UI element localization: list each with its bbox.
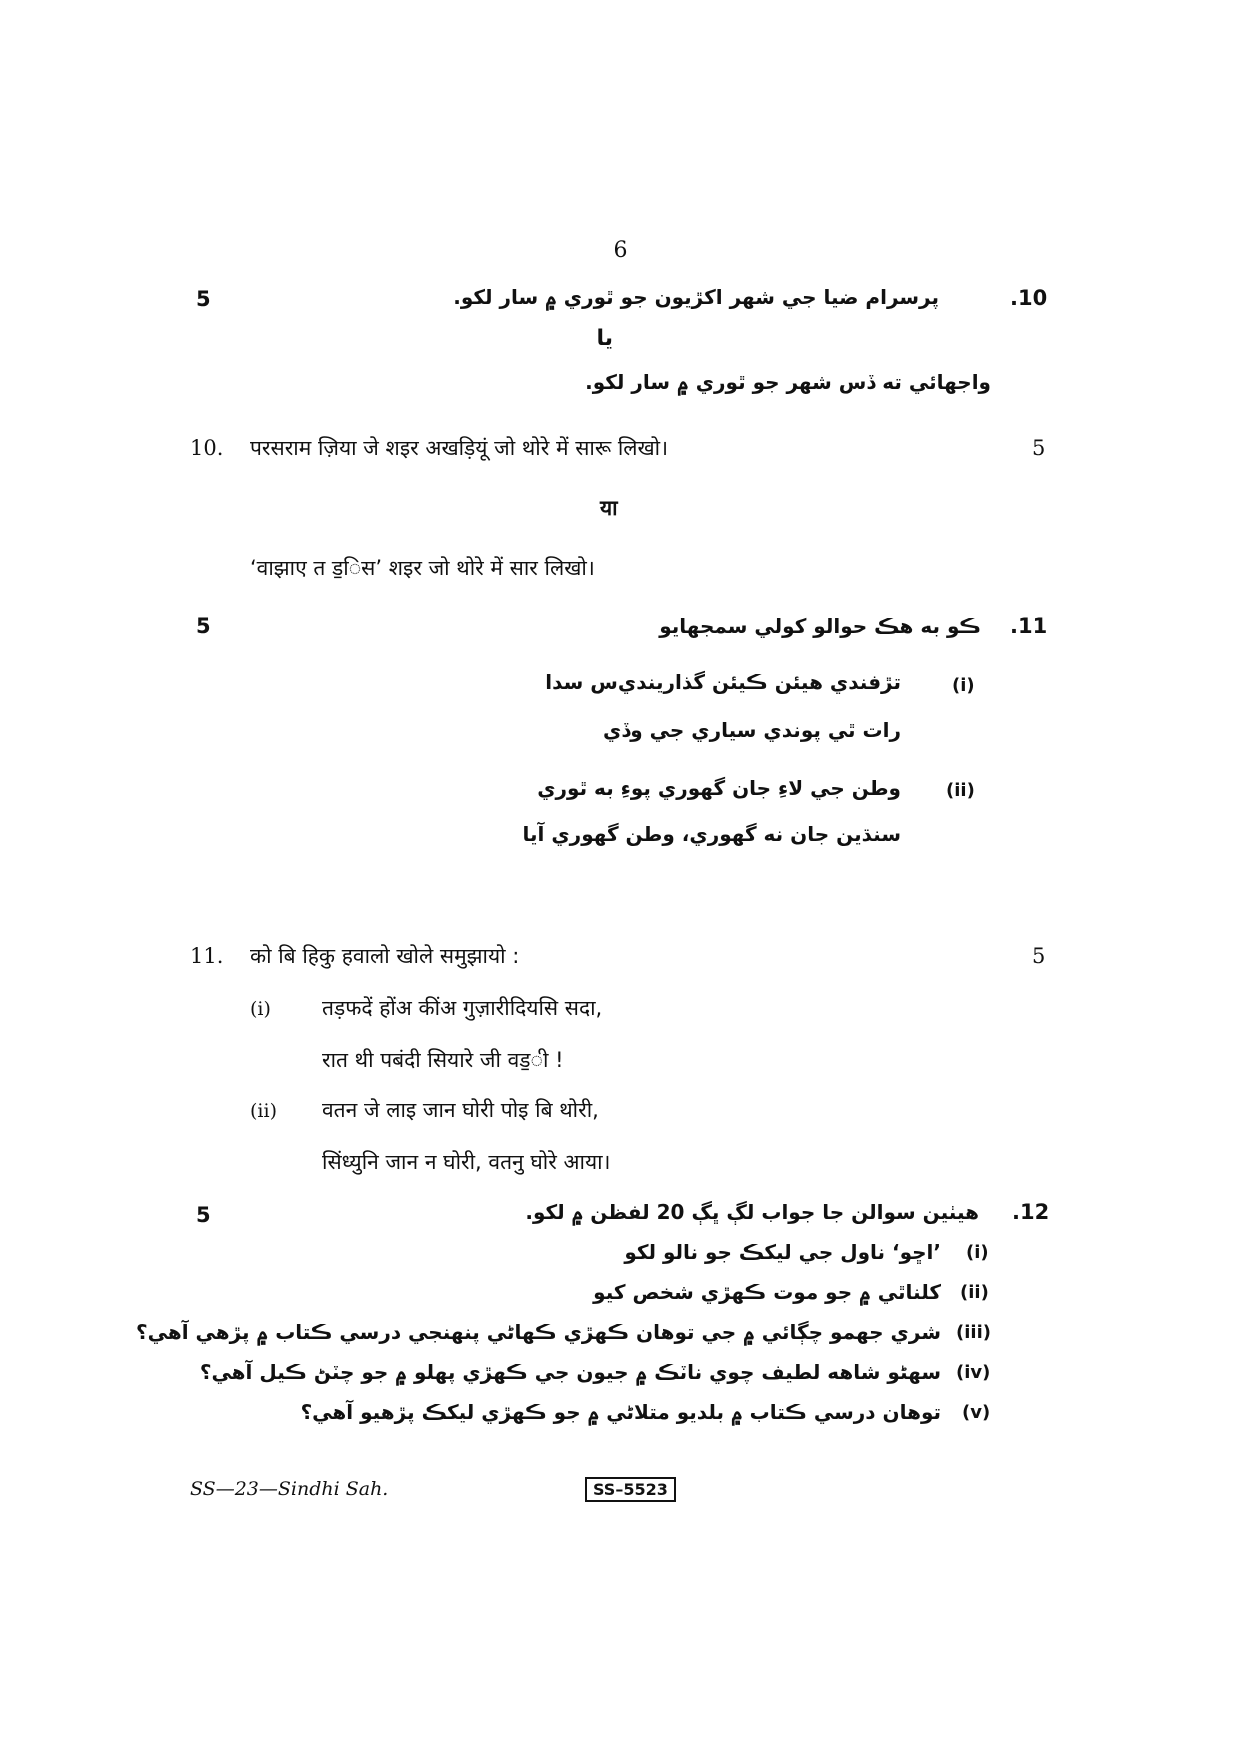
q11-sindhi-text: ڪو به هڪ حوالو کولي سمجهايو xyxy=(659,614,981,638)
q11-sindhi-item-num: (i) xyxy=(952,675,975,696)
q11-hindi-number: 11. xyxy=(190,944,224,968)
q10-hindi-marks: 5 xyxy=(1032,436,1046,460)
q10-sindhi-text: پرسرام ضيا جي شهر اکڙيون جو ٿوري ۾ سار لکو. xyxy=(453,285,939,309)
q10-sindhi-number: .10 xyxy=(1010,286,1048,310)
q10-sindhi-alt: واجهائي ته ڏس شهر جو ٿوري ۾ سار لکو. xyxy=(585,370,991,394)
q11-sindhi-number: .11 xyxy=(1010,614,1048,638)
q11-sindhi-item-line: وطن جي لاءِ جان گهوري پوءِ به ٿوري xyxy=(537,776,901,800)
q12-sindhi-number: .12 xyxy=(1012,1200,1050,1224)
q11-hindi-item-line: वतन जे लाइ जान घोरी पोइ बि थोरी, xyxy=(322,1098,599,1122)
q11-hindi-item-num: (ii) xyxy=(250,1100,277,1122)
q11-sindhi-marks: 5 xyxy=(196,614,211,638)
q11-hindi-item-num: (i) xyxy=(250,998,271,1020)
q11-sindhi-item-num: (ii) xyxy=(946,780,975,801)
q11-hindi-item-line: सिंध्युनि जान न घोरी, वतनु घोरे आया। xyxy=(322,1150,611,1174)
q12-sindhi-marks: 5 xyxy=(196,1203,211,1227)
q12-sindhi-item-num: (ii) xyxy=(960,1282,989,1303)
q11-sindhi-item-line: تڙفندي هيئن ڪيئن گذاريندي‌س سدا xyxy=(545,670,901,694)
page-number: 6 xyxy=(613,238,628,263)
q12-sindhi-item-text: ’اڇو‘ ناول جي ليکڪ جو نالو لکو xyxy=(624,1240,941,1264)
q12-sindhi-item-text: توهان درسي ڪتاب ۾ بلديو متلاڻي ۾ جو ڪهڙي ليکڪ پڙهيو آهي؟ xyxy=(300,1400,941,1424)
q10-sindhi-or: يا xyxy=(596,326,613,351)
q11-hindi-marks: 5 xyxy=(1032,944,1046,968)
footer-series-code: SS–5523 xyxy=(585,1477,676,1502)
q11-hindi-item-line: तड़फदें होंअ कींअ गुज़ारीदियसि सदा, xyxy=(322,996,603,1020)
q10-hindi-alt: ‘वाझाए त ड॒िस’ शइर जो थोरे में सार लिखो। xyxy=(250,556,595,580)
q12-sindhi-item-num: (i) xyxy=(966,1242,989,1263)
q10-hindi-number: 10. xyxy=(190,436,224,460)
q12-sindhi-text: هيٺين سوالن جا جواب لڳ ڀڳ 20 لفظن ۾ لکو. xyxy=(525,1200,979,1224)
q12-sindhi-item-text: کلناٿي ۾ جو موت ڪهڙي شخص کيو xyxy=(593,1280,941,1304)
q10-hindi-or: या xyxy=(600,496,618,520)
q11-hindi-text: को बि हिकु हवालो खोले समुझायो : xyxy=(250,944,520,968)
q12-sindhi-item-num: (v) xyxy=(962,1402,991,1423)
q11-sindhi-item-line: سنڌين جان نه گهوري، وطن گهوري آيا xyxy=(522,822,901,846)
q11-hindi-item-line: रात थी पबंदी सियारे जी वड॒ी ! xyxy=(322,1048,564,1072)
q12-sindhi-item-num: (iv) xyxy=(956,1362,991,1383)
footer-paper-code: SS—23—Sindhi Sah. xyxy=(190,1478,389,1500)
q12-sindhi-item-text: شري جهمو چڳائي ۾ جي توهان ڪهڙي ڪهاڻي پنهنجي درسي ڪتاب ۾ پڙهي آهي؟ xyxy=(135,1320,941,1344)
q10-sindhi-marks: 5 xyxy=(196,287,211,311)
q12-sindhi-item-num: (iii) xyxy=(956,1322,991,1343)
q10-hindi-text: परसराम ज़िया जे शइर अखड़ियूं जो थोरे में सारू लिखो। xyxy=(250,436,669,460)
q11-sindhi-item-line: رات ٿي پوندي سياري جي وڏي xyxy=(603,718,901,742)
q12-sindhi-item-text: سهڻو شاهه لطيف چوي ناٽڪ ۾ جيون جي ڪهڙي پهلو ۾ جو چٽڻ ڪيل آهي؟ xyxy=(199,1360,941,1384)
